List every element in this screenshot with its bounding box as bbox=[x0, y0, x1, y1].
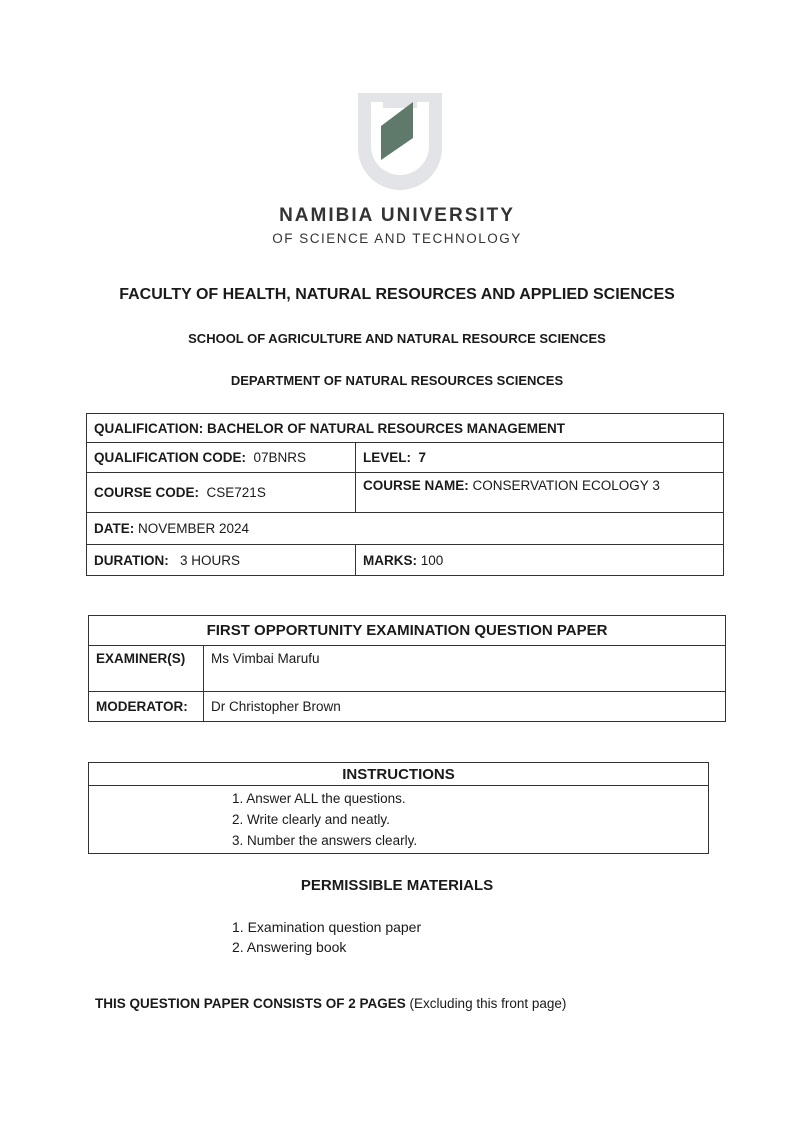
course-info-table bbox=[86, 413, 724, 576]
school-heading: SCHOOL OF AGRICULTURE AND NATURAL RESOURCE SCIENCES bbox=[188, 331, 606, 346]
instructions-table bbox=[88, 762, 709, 854]
moderator-label: MODERATOR: bbox=[89, 692, 204, 722]
duration-label: DURATION: bbox=[94, 552, 169, 568]
examiner-value: Ms Vimbai Marufu bbox=[204, 646, 726, 692]
qualification-code-value: 07BNRS bbox=[253, 450, 307, 465]
duration-value: 3 HOURS bbox=[180, 552, 241, 568]
materials-title: PERMISSIBLE MATERIALS bbox=[300, 877, 494, 894]
faculty-heading: FACULTY OF HEALTH, NATURAL RESOURCES AND APPLIED SCIENCES bbox=[119, 286, 675, 303]
instruction-item: 3. Number the answers clearly. bbox=[232, 833, 418, 848]
level-label: LEVEL: bbox=[363, 450, 412, 465]
marks-label: MARKS: bbox=[363, 552, 417, 568]
course-name-label: COURSE NAME: bbox=[363, 478, 469, 493]
moderator-value: Dr Christopher Brown bbox=[204, 692, 726, 722]
qualification-code-label: QUALIFICATION CODE: bbox=[94, 450, 246, 465]
level-value: 7 bbox=[418, 450, 427, 465]
date-label: DATE: bbox=[94, 521, 135, 536]
material-item: 1. Examination question paper bbox=[232, 919, 422, 935]
examiner-label: EXAMINER(S) bbox=[89, 646, 204, 692]
instructions-title: INSTRUCTIONS bbox=[89, 763, 709, 786]
exam-title: FIRST OPPORTUNITY EXAMINATION QUESTION PAPER bbox=[89, 616, 726, 646]
instruction-item: 2. Write clearly and neatly. bbox=[232, 812, 390, 827]
page-count-note bbox=[95, 996, 566, 1011]
logo-subtitle: OF SCIENCE AND TECHNOLOGY bbox=[272, 231, 522, 246]
exam-staff-table bbox=[88, 615, 726, 722]
qualification-value: BACHELOR OF NATURAL RESOURCES MANAGEMENT bbox=[207, 420, 566, 436]
page-count-bold: THIS QUESTION PAPER CONSISTS OF 2 PAGES bbox=[95, 996, 406, 1011]
qualification-label: QUALIFICATION: bbox=[94, 420, 204, 436]
department-heading: DEPARTMENT OF NATURAL RESOURCES SCIENCES bbox=[230, 373, 564, 388]
date-value: NOVEMBER 2024 bbox=[138, 521, 250, 536]
instructions-list bbox=[232, 788, 701, 851]
marks-value: 100 bbox=[420, 552, 444, 568]
page-count-note-suffix: (Excluding this front page) bbox=[405, 996, 567, 1011]
course-name-value: CONSERVATION ECOLOGY 3 bbox=[472, 478, 660, 493]
logo-name: NAMIBIA UNIVERSITY bbox=[279, 205, 515, 226]
course-code-value: CSE721S bbox=[206, 485, 266, 500]
instruction-item: 1. Answer ALL the questions. bbox=[232, 791, 406, 806]
material-item: 2. Answering book bbox=[232, 939, 347, 955]
university-logo-icon bbox=[355, 88, 445, 190]
course-code-label: COURSE CODE: bbox=[94, 485, 200, 500]
materials-list bbox=[232, 917, 421, 957]
